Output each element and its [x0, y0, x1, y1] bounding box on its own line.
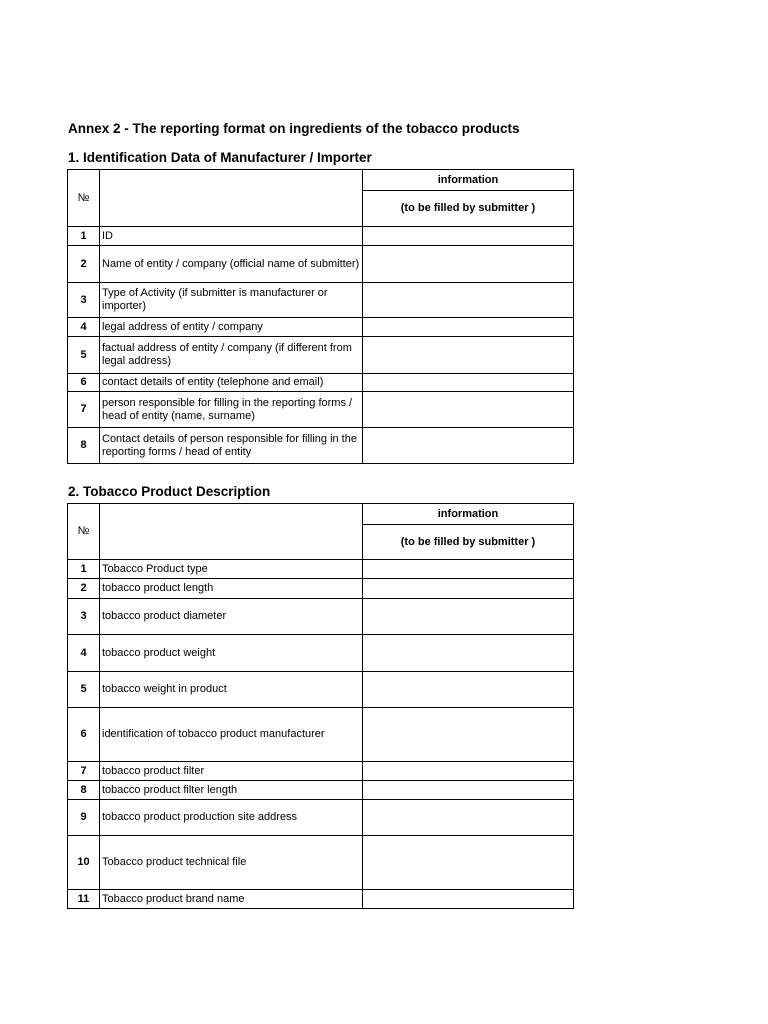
table-row: [68, 560, 574, 579]
row-label: tobacco product production site address: [100, 800, 363, 836]
label-header: [100, 170, 363, 227]
row-number: 6: [68, 708, 100, 762]
table-row: [68, 318, 574, 337]
row-info-input[interactable]: [363, 762, 574, 781]
table-header-row: [68, 170, 574, 191]
row-number: 3: [68, 599, 100, 635]
number-header: №: [68, 504, 100, 560]
table-row: [68, 800, 574, 836]
row-info-input[interactable]: [363, 428, 574, 464]
info-subheader: (to be filled by submitter ): [363, 191, 574, 227]
row-info-input[interactable]: [363, 635, 574, 672]
row-label: tobacco product filter: [100, 762, 363, 781]
table-row: [68, 428, 574, 464]
row-number: 1: [68, 560, 100, 579]
row-number: 2: [68, 246, 100, 283]
product-description-table: [67, 503, 574, 909]
row-number: 7: [68, 392, 100, 428]
info-header: information: [363, 170, 574, 191]
row-info-input[interactable]: [363, 579, 574, 599]
row-info-input[interactable]: [363, 283, 574, 318]
row-info-input[interactable]: [363, 392, 574, 428]
table-row: [68, 635, 574, 672]
row-info-input[interactable]: [363, 599, 574, 635]
row-number: 5: [68, 672, 100, 708]
row-label: tobacco weight in product: [100, 672, 363, 708]
row-label: Tobacco Product type: [100, 560, 363, 579]
row-info-input[interactable]: [363, 781, 574, 800]
table-row: [68, 579, 574, 599]
row-label: ID: [100, 227, 363, 246]
info-header: information: [363, 504, 574, 525]
section-2-title: 2. Tobacco Product Description: [68, 484, 271, 499]
section-1-title: 1. Identification Data of Manufacturer / Importer: [68, 150, 372, 165]
row-label: tobacco product weight: [100, 635, 363, 672]
row-info-input[interactable]: [363, 836, 574, 890]
table-row: [68, 337, 574, 374]
table-row: [68, 599, 574, 635]
row-label: Contact details of person responsible for filling in the reporting forms / head of entity: [100, 428, 363, 464]
row-number: 8: [68, 428, 100, 464]
row-label: tobacco product length: [100, 579, 363, 599]
row-number: 11: [68, 890, 100, 909]
row-label: tobacco product filter length: [100, 781, 363, 800]
row-label: tobacco product diameter: [100, 599, 363, 635]
identification-table: [67, 169, 574, 464]
table-row: [68, 374, 574, 392]
table-row: [68, 890, 574, 909]
row-number: 6: [68, 374, 100, 392]
row-info-input[interactable]: [363, 246, 574, 283]
row-info-input[interactable]: [363, 374, 574, 392]
table-row: [68, 246, 574, 283]
row-label: Tobacco product brand name: [100, 890, 363, 909]
table-row: [68, 392, 574, 428]
row-label: factual address of entity / company (if different from legal address): [100, 337, 363, 374]
row-number: 9: [68, 800, 100, 836]
table-row: [68, 781, 574, 800]
row-number: 4: [68, 635, 100, 672]
table-row: [68, 227, 574, 246]
row-info-input[interactable]: [363, 560, 574, 579]
row-info-input[interactable]: [363, 227, 574, 246]
row-info-input[interactable]: [363, 890, 574, 909]
row-number: 2: [68, 579, 100, 599]
table-row: [68, 672, 574, 708]
row-number: 1: [68, 227, 100, 246]
row-number: 10: [68, 836, 100, 890]
label-header: [100, 504, 363, 560]
row-number: 4: [68, 318, 100, 337]
row-number: 3: [68, 283, 100, 318]
row-label: Name of entity / company (official name of submitter): [100, 246, 363, 283]
info-subheader: (to be filled by submitter ): [363, 525, 574, 560]
table-row: [68, 836, 574, 890]
table-header-row: [68, 504, 574, 525]
document-title: Annex 2 - The reporting format on ingredients of the tobacco products: [68, 121, 520, 136]
table-row: [68, 708, 574, 762]
table-row: [68, 762, 574, 781]
number-header: №: [68, 170, 100, 227]
row-label: person responsible for filling in the reporting forms / head of entity (name, surname): [100, 392, 363, 428]
row-label: identification of tobacco product manufacturer: [100, 708, 363, 762]
table-row: [68, 283, 574, 318]
row-label: Type of Activity (if submitter is manufacturer or importer): [100, 283, 363, 318]
row-number: 8: [68, 781, 100, 800]
row-info-input[interactable]: [363, 337, 574, 374]
row-info-input[interactable]: [363, 672, 574, 708]
row-label: legal address of entity / company: [100, 318, 363, 337]
row-number: 7: [68, 762, 100, 781]
row-label: Tobacco product technical file: [100, 836, 363, 890]
row-info-input[interactable]: [363, 708, 574, 762]
row-info-input[interactable]: [363, 800, 574, 836]
row-label: contact details of entity (telephone and email): [100, 374, 363, 392]
row-info-input[interactable]: [363, 318, 574, 337]
row-number: 5: [68, 337, 100, 374]
